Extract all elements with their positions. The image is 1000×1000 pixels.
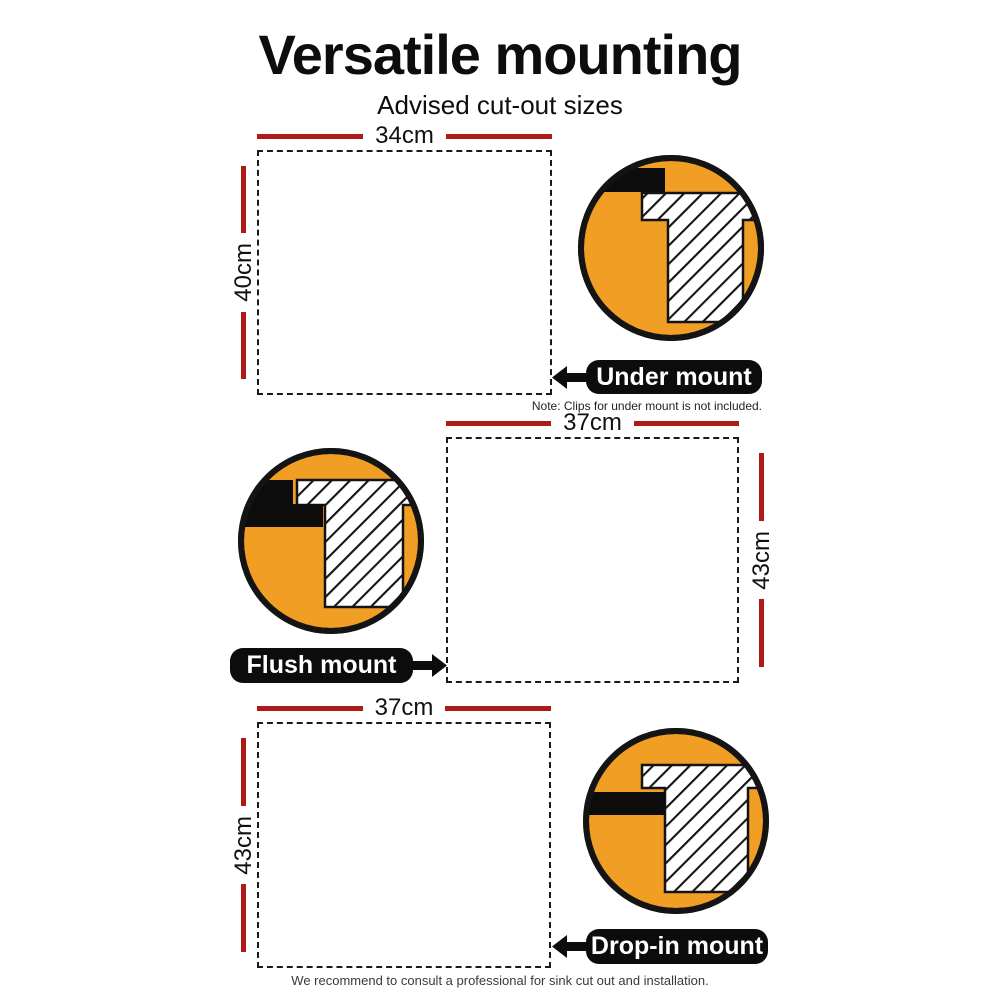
sink-rim-black-bar bbox=[581, 792, 665, 815]
flush-width-dimension bbox=[446, 411, 739, 435]
dropin-height-dimension bbox=[230, 722, 257, 968]
dimension-line bbox=[257, 134, 363, 139]
dropin-height-label: 43cm bbox=[229, 815, 257, 875]
dimension-line bbox=[446, 421, 551, 426]
flush-mount-cross-section-icon bbox=[236, 446, 426, 636]
arrow-left-icon bbox=[552, 933, 586, 960]
drop-in-mount-pill-label: Drop-in mount bbox=[586, 929, 768, 964]
dimension-line bbox=[759, 453, 764, 521]
dropin-width-dimension bbox=[257, 696, 551, 720]
dimension-line bbox=[257, 706, 363, 711]
under-width-dimension bbox=[257, 124, 552, 148]
dimension-line bbox=[445, 706, 551, 711]
drop-in-mount-callout bbox=[552, 929, 768, 964]
drop-in-mount-cross-section-icon bbox=[581, 726, 771, 916]
dimension-line bbox=[241, 884, 246, 952]
under-mount-note: Note: Clips for under mount is not included. bbox=[531, 399, 762, 413]
dropin-width-label: 37cm bbox=[374, 694, 434, 721]
flush-height-label: 43cm bbox=[747, 530, 775, 590]
under-mount-callout bbox=[552, 360, 762, 394]
page-subtitle: Advised cut-out sizes bbox=[377, 90, 623, 120]
dropin-cutout-rect bbox=[257, 722, 551, 968]
flush-mount-callout bbox=[230, 648, 447, 683]
dimension-line bbox=[241, 738, 246, 806]
arrow-left-icon bbox=[552, 364, 586, 391]
dimension-line bbox=[241, 166, 246, 233]
under-width-label: 34cm bbox=[375, 122, 434, 149]
dimension-line bbox=[241, 312, 246, 379]
flush-width-label: 37cm bbox=[563, 409, 622, 436]
flush-cutout-rect bbox=[446, 437, 739, 683]
arrow-right-icon bbox=[413, 652, 447, 679]
flush-mount-pill-label: Flush mount bbox=[230, 648, 413, 683]
under-mount-cross-section-icon bbox=[576, 153, 766, 343]
dimension-line bbox=[634, 421, 739, 426]
under-height-dimension bbox=[230, 150, 257, 395]
page-title: Versatile mounting bbox=[258, 23, 742, 86]
under-mount-pill-label: Under mount bbox=[586, 360, 762, 394]
flush-height-dimension bbox=[748, 437, 775, 683]
dimension-line bbox=[759, 599, 764, 667]
under-cutout-rect bbox=[257, 150, 552, 395]
footer-disclaimer: We recommend to consult a professional for sink cut out and installation. bbox=[291, 973, 709, 988]
under-height-label: 40cm bbox=[229, 243, 257, 302]
dimension-line bbox=[446, 134, 552, 139]
